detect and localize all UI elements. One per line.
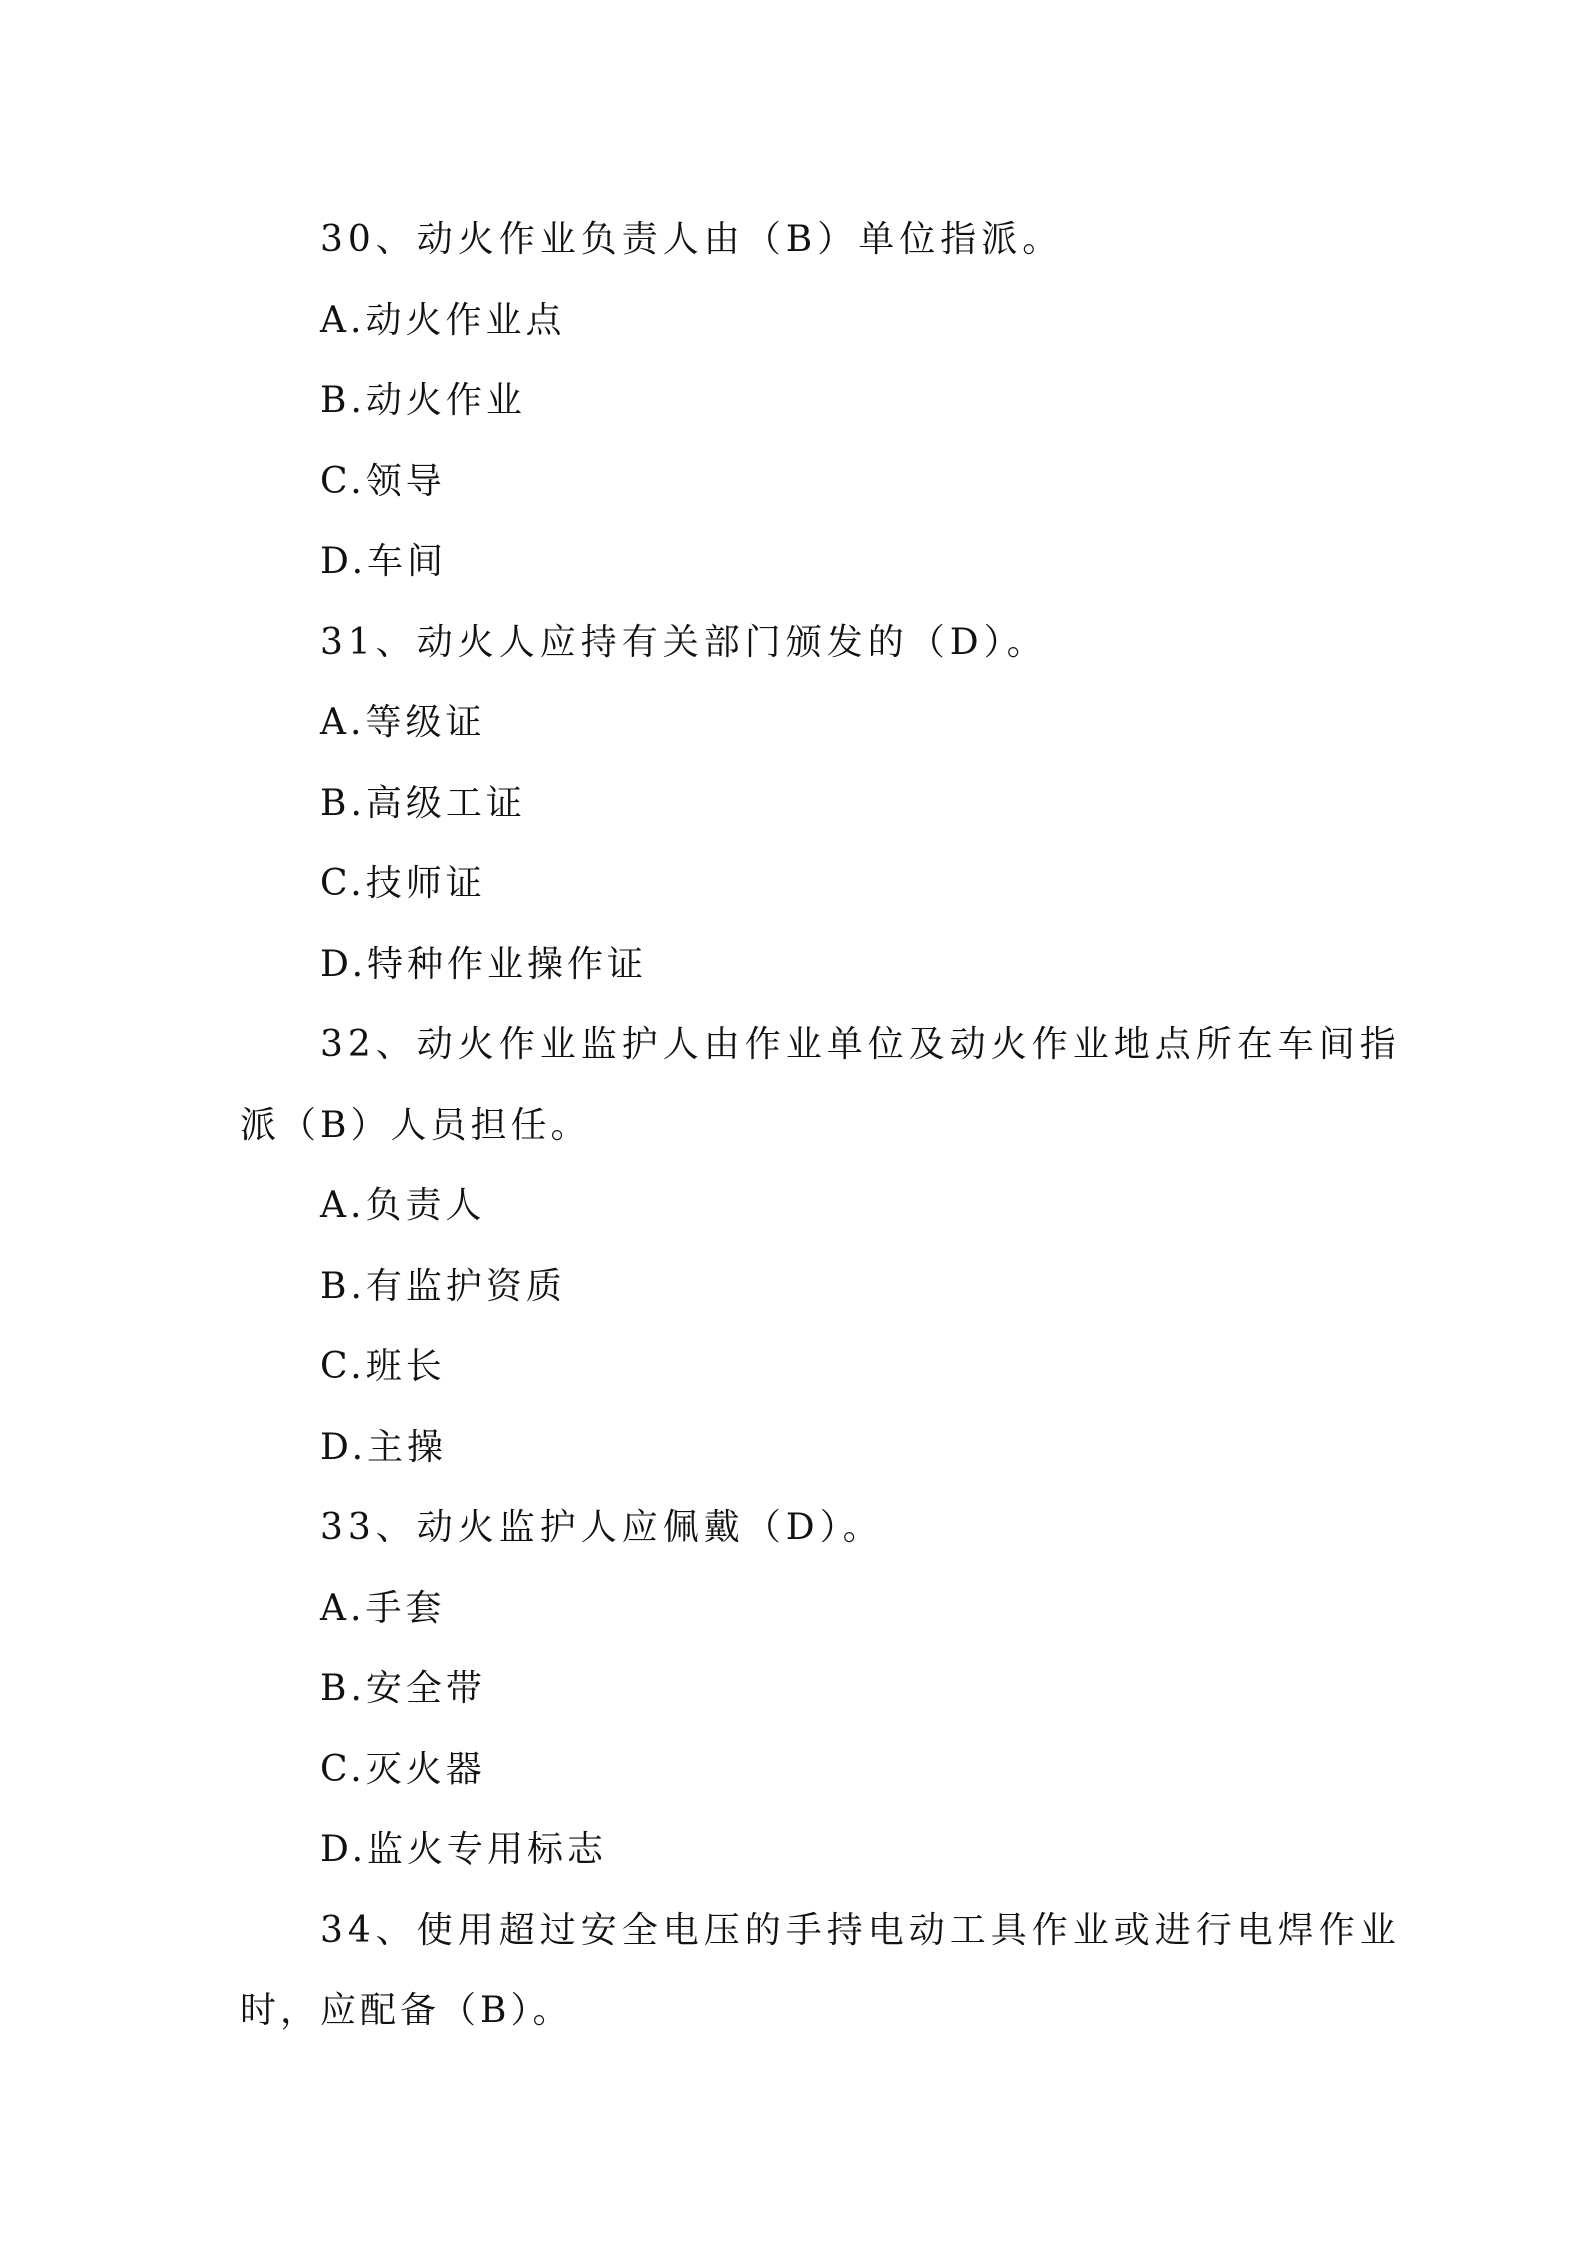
question-30-text: 30、动火作业负责人由（B）单位指派。 [320,219,1064,260]
question-31-option-a: A.等级证 [320,702,486,743]
question-32-option-a: A.负责人 [320,1185,486,1226]
question-33-option-d: D.监火专用标志 [320,1829,608,1870]
question-32-option-b: B.有监护资质 [320,1265,566,1307]
question-32-text: 32、动火作业监护人由作业单位及动火作业地点所在车间指 [320,1024,1401,1065]
question-33-option-a: A.手套 [320,1587,446,1629]
question-30-option-b: B.动火作业 [320,380,526,421]
question-30-option-d: D.车间 [320,541,448,582]
question-33-text: 33、动火监护人应佩戴（D）。 [320,1507,884,1548]
question-31-text: 31、动火人应持有关部门颁发的（D）。 [320,621,1048,663]
question-list [240,200,1401,2052]
question-34-text-continued: 时，应配备（B）。 [240,1990,573,2031]
question-32-option-c: C.班长 [320,1346,446,1387]
question-34-text: 34、使用超过安全电压的手持电动工具作业或进行电焊作业 [320,1909,1401,1951]
question-30-option-c: C.领导 [320,460,446,502]
question-32-option-d: D.主操 [320,1426,448,1468]
question-33-option-c: C.灭火器 [320,1748,486,1790]
question-33-option-b: B.安全带 [320,1668,486,1709]
question-30-option-a: A.动火作业点 [320,299,566,341]
question-31-option-d: D.特种作业操作证 [320,943,648,985]
question-32-text-continued: 派（B）人员担任。 [240,1104,591,1146]
question-31-option-c: C.技师证 [320,863,486,904]
question-31-option-b: B.高级工证 [320,782,526,824]
